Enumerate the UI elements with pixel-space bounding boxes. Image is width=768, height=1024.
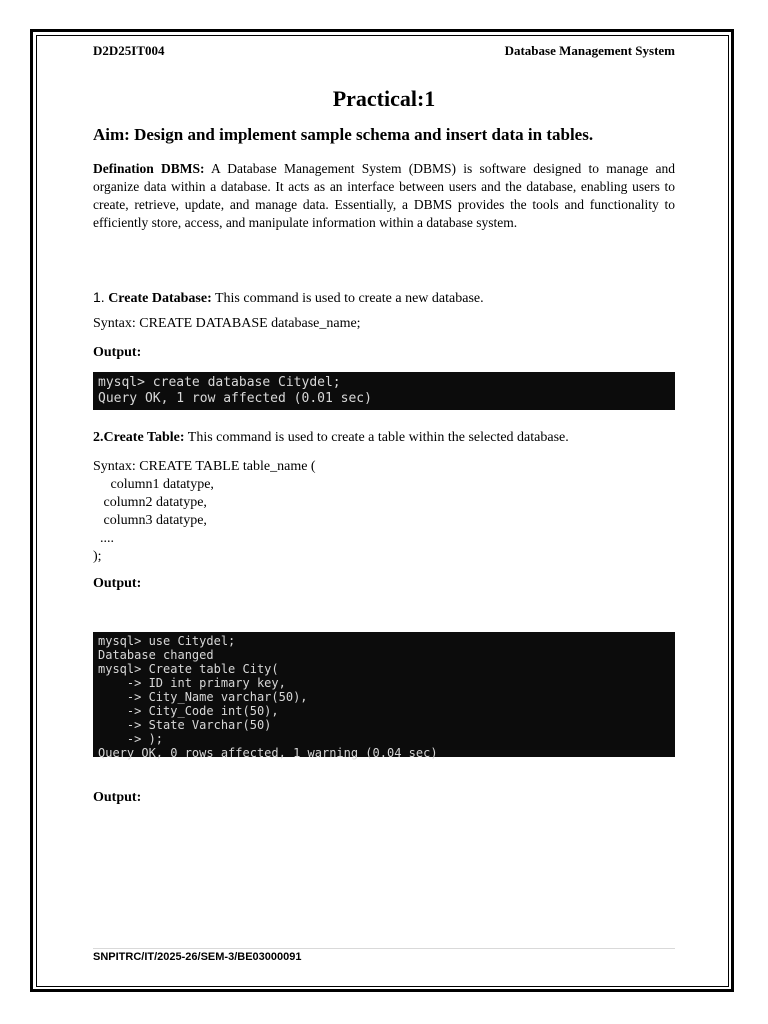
footer-divider <box>93 948 675 949</box>
section1-output-label: Output: <box>93 345 142 360</box>
section1-desc: This command is used to create a new database. <box>211 291 484 306</box>
definition-label: Defination DBMS: <box>93 161 205 176</box>
section2-output-label: Output: <box>93 576 142 591</box>
syntax-line: column1 datatype, <box>93 477 214 492</box>
section1-heading-line <box>93 289 484 307</box>
syntax-line: ); <box>93 549 102 564</box>
terminal-line: -> ID int primary key, <box>98 676 286 690</box>
section2-heading-line <box>93 430 569 446</box>
header-subject: Database Management System <box>504 43 675 58</box>
definition-paragraph <box>93 160 675 232</box>
section3-output-label: Output: <box>93 790 142 805</box>
page-title: Practical:1 <box>332 86 436 111</box>
terminal-line: mysql> Create table City( <box>98 662 279 676</box>
section1-heading: Create Database: <box>104 291 212 306</box>
syntax-line: column2 datatype, <box>93 495 207 510</box>
terminal-line: mysql> use Citydel; <box>98 634 236 648</box>
terminal-output-2 <box>93 632 675 760</box>
terminal-line: mysql> create database Citydel; <box>98 375 341 390</box>
section1-number: 1. <box>93 289 105 305</box>
terminal-line: Database changed <box>98 648 214 662</box>
definition-text: A Database Management System (DBMS) is software designed to manage and organize data within a database. It acts as an interface between users and the database, enabling users to create, retrieve, update, and manage data. Essentially, a DBMS provides the tools and functionality to efficiently store, access, and manipulate information within a database system. <box>93 161 676 230</box>
terminal-line: -> City_Code int(50), <box>98 704 279 718</box>
section1-syntax: Syntax: CREATE DATABASE database_name; <box>93 316 361 331</box>
footer-text: SNPITRC/IT/2025-26/SEM-3/BE03000091 <box>93 951 302 963</box>
terminal-line: Query OK, 0 rows affected, 1 warning (0.04 sec) <box>98 746 438 760</box>
terminal-line: Query OK, 1 row affected (0.01 sec) <box>98 391 372 406</box>
terminal-line: -> State Varchar(50) <box>98 718 272 732</box>
section2-heading: 2.Create Table: <box>93 430 185 445</box>
syntax-line: Syntax: CREATE TABLE table_name ( <box>93 459 316 474</box>
terminal-line: -> ); <box>98 732 164 746</box>
section2-desc: This command is used to create a table within the selected database. <box>184 430 569 445</box>
syntax-line: column3 datatype, <box>93 513 207 528</box>
terminal-output-1 <box>93 372 675 410</box>
syntax-line: .... <box>93 531 114 546</box>
section2-syntax <box>93 458 316 566</box>
header-id: D2D25IT004 <box>93 43 165 58</box>
aim-heading: Aim: Design and implement sample schema and insert data in tables. <box>93 125 594 144</box>
terminal-line: -> City_Name varchar(50), <box>98 690 308 704</box>
